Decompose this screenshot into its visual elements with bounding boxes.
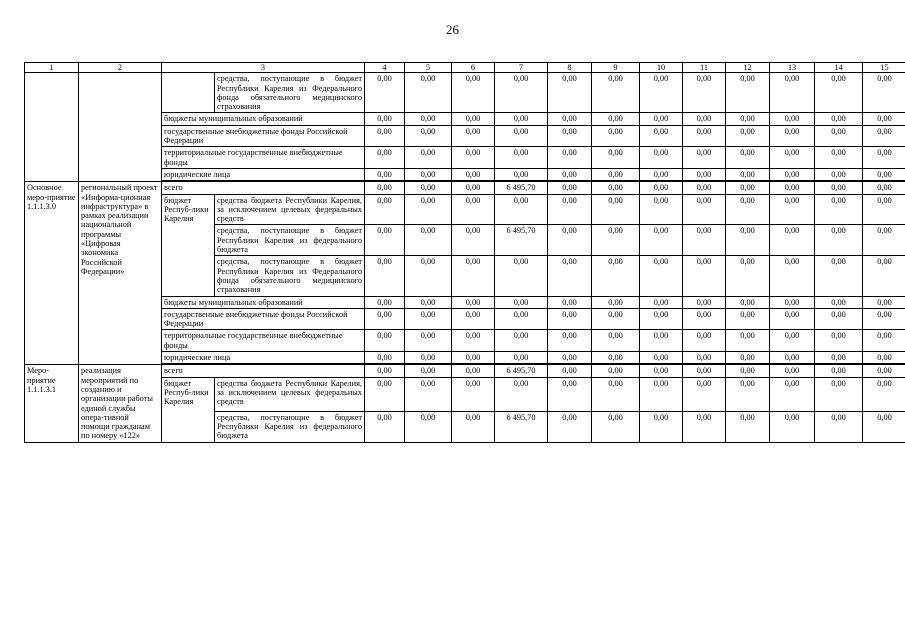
value-cell: 0,00: [452, 147, 495, 169]
value-cell: 0,00: [726, 125, 770, 147]
value-cell: 0,00: [815, 182, 863, 194]
value-cell: 0,00: [365, 182, 405, 194]
value-cell: 0,00: [548, 225, 592, 256]
value-cell: 0,00: [452, 73, 495, 113]
value-cell: 0,00: [548, 308, 592, 330]
column-number-row: [25, 63, 905, 73]
value-cell: 0,00: [683, 365, 726, 377]
value-cell: 0,00: [726, 113, 770, 125]
value-cell: 0,00: [640, 194, 683, 225]
funding-source-label: всего: [162, 365, 365, 377]
funding-source-label: средства бюджета Республики Карелия, за исключением целевых федеральных средств: [215, 194, 365, 225]
funding-source-label: средства, поступающие в бюджет Республики Карелия из Федерального фонда обязательного медицинского страхования: [215, 73, 365, 113]
funding-source-label: бюджеты муниципальных образований: [162, 113, 365, 125]
value-cell: 0,00: [815, 330, 863, 352]
funding-source-label: бюджеты муниципальных образований: [162, 296, 365, 308]
value-cell: 0,00: [640, 168, 683, 180]
value-cell: 0,00: [495, 330, 548, 352]
value-cell: 0,00: [770, 147, 815, 169]
value-cell: 0,00: [405, 182, 452, 194]
value-cell: 0,00: [592, 377, 640, 411]
column-number: 9: [592, 63, 640, 73]
table-row: [25, 73, 905, 113]
value-cell: 0,00: [770, 113, 815, 125]
value-cell: 0,00: [815, 194, 863, 225]
value-cell: 0,00: [495, 194, 548, 225]
value-cell: 0,00: [815, 73, 863, 113]
value-cell: 0,00: [365, 256, 405, 296]
value-cell: 0,00: [640, 352, 683, 364]
value-cell: 0,00: [770, 194, 815, 225]
value-cell: 0,00: [405, 365, 452, 377]
value-cell: 0,00: [815, 125, 863, 147]
value-cell: 6 495,70: [495, 411, 548, 442]
value-cell: 0,00: [592, 194, 640, 225]
column-number: 1: [25, 63, 79, 73]
value-cell: 0,00: [726, 308, 770, 330]
value-cell: 0,00: [770, 308, 815, 330]
value-cell: 0,00: [452, 296, 495, 308]
value-cell: 0,00: [863, 296, 905, 308]
value-cell: 0,00: [815, 296, 863, 308]
funding-group-label: бюджет Респуб-лики Карелия: [162, 194, 215, 296]
value-cell: 0,00: [592, 147, 640, 169]
value-cell: 0,00: [770, 377, 815, 411]
value-cell: 0,00: [365, 125, 405, 147]
value-cell: 0,00: [548, 194, 592, 225]
measure-name-cell: [79, 73, 162, 182]
value-cell: 0,00: [640, 256, 683, 296]
value-cell: 0,00: [640, 365, 683, 377]
value-cell: 0,00: [640, 113, 683, 125]
value-cell: 0,00: [405, 113, 452, 125]
funding-source-label: средства, поступающие в бюджет Республики Карелия из Федерального фонда обязательного медицинского страхования: [215, 256, 365, 296]
value-cell: 0,00: [726, 194, 770, 225]
value-cell: 0,00: [640, 296, 683, 308]
value-cell: 0,00: [548, 330, 592, 352]
measure-code-cell: [25, 73, 79, 182]
value-cell: 0,00: [640, 225, 683, 256]
value-cell: 0,00: [548, 168, 592, 180]
value-cell: 0,00: [815, 411, 863, 442]
value-cell: 0,00: [863, 225, 905, 256]
value-cell: 0,00: [548, 147, 592, 169]
value-cell: 0,00: [452, 330, 495, 352]
value-cell: 0,00: [495, 308, 548, 330]
value-cell: 0,00: [863, 411, 905, 442]
value-cell: 0,00: [548, 377, 592, 411]
value-cell: 0,00: [592, 113, 640, 125]
value-cell: 0,00: [770, 73, 815, 113]
value-cell: 0,00: [592, 296, 640, 308]
value-cell: 0,00: [452, 256, 495, 296]
value-cell: 0,00: [683, 330, 726, 352]
value-cell: 0,00: [726, 330, 770, 352]
value-cell: 0,00: [365, 330, 405, 352]
value-cell: 0,00: [815, 308, 863, 330]
value-cell: 0,00: [592, 256, 640, 296]
value-cell: 0,00: [863, 147, 905, 169]
value-cell: 0,00: [683, 352, 726, 364]
value-cell: 0,00: [405, 296, 452, 308]
column-number: 15: [863, 63, 905, 73]
value-cell: 0,00: [592, 365, 640, 377]
table-row: [25, 365, 905, 377]
value-cell: 0,00: [405, 330, 452, 352]
value-cell: 0,00: [592, 352, 640, 364]
funding-source-label: территориальные государственные внебюджетные фонды: [162, 147, 365, 169]
value-cell: 0,00: [452, 125, 495, 147]
value-cell: 0,00: [495, 377, 548, 411]
value-cell: 0,00: [683, 225, 726, 256]
column-number: 14: [815, 63, 863, 73]
value-cell: 0,00: [863, 125, 905, 147]
funding-source-label: юридические лица: [162, 168, 365, 180]
value-cell: 0,00: [405, 352, 452, 364]
column-number: 2: [79, 63, 162, 73]
value-cell: 0,00: [640, 147, 683, 169]
funding-source-label: средства бюджета Республики Карелия, за исключением целевых федеральных средств: [215, 377, 365, 411]
value-cell: 0,00: [365, 377, 405, 411]
value-cell: 0,00: [683, 411, 726, 442]
value-cell: 0,00: [640, 411, 683, 442]
value-cell: 0,00: [683, 73, 726, 113]
value-cell: 0,00: [770, 168, 815, 180]
value-cell: 0,00: [770, 365, 815, 377]
value-cell: 0,00: [863, 365, 905, 377]
value-cell: 0,00: [863, 330, 905, 352]
column-number: 7: [495, 63, 548, 73]
value-cell: 0,00: [405, 225, 452, 256]
value-cell: 0,00: [815, 256, 863, 296]
value-cell: 0,00: [770, 125, 815, 147]
column-number: 6: [452, 63, 495, 73]
value-cell: 0,00: [640, 182, 683, 194]
value-cell: 0,00: [548, 296, 592, 308]
value-cell: 0,00: [548, 182, 592, 194]
value-cell: 0,00: [770, 182, 815, 194]
value-cell: 0,00: [640, 125, 683, 147]
value-cell: 0,00: [495, 147, 548, 169]
value-cell: 0,00: [365, 113, 405, 125]
value-cell: 0,00: [452, 411, 495, 442]
value-cell: 0,00: [683, 194, 726, 225]
value-cell: 0,00: [863, 194, 905, 225]
value-cell: 0,00: [365, 411, 405, 442]
value-cell: 0,00: [815, 377, 863, 411]
value-cell: 0,00: [405, 147, 452, 169]
measure-code: Основное меро-приятие 1.1.1.3.0: [25, 182, 79, 365]
value-cell: 0,00: [592, 330, 640, 352]
value-cell: 0,00: [640, 377, 683, 411]
value-cell: 0,00: [592, 182, 640, 194]
value-cell: 0,00: [365, 73, 405, 113]
value-cell: 0,00: [452, 365, 495, 377]
value-cell: 0,00: [726, 377, 770, 411]
value-cell: 0,00: [726, 365, 770, 377]
value-cell: 0,00: [683, 113, 726, 125]
value-cell: 0,00: [863, 256, 905, 296]
value-cell: 0,00: [863, 73, 905, 113]
value-cell: 0,00: [863, 168, 905, 180]
value-cell: 0,00: [726, 147, 770, 169]
value-cell: 0,00: [592, 73, 640, 113]
value-cell: 0,00: [683, 125, 726, 147]
funding-source-label: государственные внебюджетные фонды Российской Федерации: [162, 308, 365, 330]
value-cell: 0,00: [405, 308, 452, 330]
value-cell: 0,00: [548, 365, 592, 377]
value-cell: 0,00: [726, 225, 770, 256]
value-cell: 0,00: [452, 308, 495, 330]
value-cell: 0,00: [770, 256, 815, 296]
value-cell: 0,00: [365, 168, 405, 180]
value-cell: 0,00: [863, 113, 905, 125]
value-cell: 0,00: [640, 73, 683, 113]
value-cell: 0,00: [495, 125, 548, 147]
value-cell: 0,00: [452, 168, 495, 180]
value-cell: 0,00: [405, 194, 452, 225]
value-cell: 0,00: [815, 168, 863, 180]
value-cell: 0,00: [405, 411, 452, 442]
measure-name: региональный проект «Информа-ционная инфраструктура» в рамках реализации национальной программы «Цифровая экономика Российской Федерации»: [79, 182, 162, 365]
value-cell: 0,00: [770, 296, 815, 308]
value-cell: 6 495,70: [495, 365, 548, 377]
value-cell: 0,00: [726, 168, 770, 180]
value-cell: 0,00: [863, 352, 905, 364]
funding-source-label: государственные внебюджетные фонды Российской Федерации: [162, 125, 365, 147]
value-cell: 0,00: [405, 125, 452, 147]
value-cell: 0,00: [365, 147, 405, 169]
column-number: 12: [726, 63, 770, 73]
measure-name: реализация мероприятий по созданию и организации работы единой службы опера-тивной помощи гражданам по номеру «122»: [79, 365, 162, 442]
value-cell: 0,00: [452, 352, 495, 364]
value-cell: 0,00: [495, 113, 548, 125]
value-cell: 0,00: [770, 411, 815, 442]
value-cell: 0,00: [863, 377, 905, 411]
value-cell: 0,00: [452, 225, 495, 256]
value-cell: 0,00: [726, 296, 770, 308]
value-cell: 0,00: [592, 411, 640, 442]
value-cell: 0,00: [592, 125, 640, 147]
funding-source-label: всего: [162, 182, 365, 194]
value-cell: 0,00: [452, 113, 495, 125]
value-cell: 0,00: [405, 377, 452, 411]
column-number: 3: [162, 63, 365, 73]
value-cell: 0,00: [592, 308, 640, 330]
column-number: 11: [683, 63, 726, 73]
value-cell: 0,00: [726, 411, 770, 442]
value-cell: 0,00: [548, 256, 592, 296]
budget-table: [24, 62, 905, 443]
value-cell: 0,00: [405, 168, 452, 180]
value-cell: 0,00: [495, 73, 548, 113]
column-number: 8: [548, 63, 592, 73]
value-cell: 0,00: [770, 352, 815, 364]
funding-source-label: средства, поступающие в бюджет Республики Карелия из федерального бюджета: [215, 411, 365, 442]
value-cell: 0,00: [495, 296, 548, 308]
funding-source-label: юридические лица: [162, 352, 365, 364]
value-cell: 0,00: [640, 330, 683, 352]
measure-code: Меро-приятие 1.1.1.3.1: [25, 365, 79, 442]
page-number: 26: [446, 22, 459, 37]
value-cell: 0,00: [815, 147, 863, 169]
value-cell: 0,00: [365, 365, 405, 377]
value-cell: 6 495,70: [495, 225, 548, 256]
value-cell: 0,00: [683, 168, 726, 180]
value-cell: 0,00: [683, 256, 726, 296]
value-cell: 0,00: [815, 225, 863, 256]
value-cell: 0,00: [548, 352, 592, 364]
value-cell: 0,00: [640, 308, 683, 330]
column-number: 13: [770, 63, 815, 73]
value-cell: 0,00: [683, 308, 726, 330]
column-number: 5: [405, 63, 452, 73]
value-cell: 0,00: [683, 182, 726, 194]
funding-group-cell: [162, 73, 215, 113]
funding-group-label: бюджет Респуб-лики Карелия: [162, 377, 215, 442]
value-cell: 0,00: [726, 352, 770, 364]
value-cell: 0,00: [815, 352, 863, 364]
value-cell: 0,00: [405, 256, 452, 296]
value-cell: 0,00: [548, 113, 592, 125]
value-cell: 0,00: [770, 225, 815, 256]
value-cell: 0,00: [452, 377, 495, 411]
column-number: 10: [640, 63, 683, 73]
value-cell: 0,00: [452, 182, 495, 194]
value-cell: 0,00: [548, 125, 592, 147]
funding-source-label: территориальные государственные внебюджетные фонды: [162, 330, 365, 352]
value-cell: 0,00: [683, 296, 726, 308]
value-cell: 0,00: [863, 182, 905, 194]
value-cell: 0,00: [495, 256, 548, 296]
value-cell: 0,00: [592, 168, 640, 180]
value-cell: 0,00: [815, 113, 863, 125]
value-cell: 0,00: [726, 73, 770, 113]
value-cell: 0,00: [452, 194, 495, 225]
value-cell: 0,00: [495, 168, 548, 180]
value-cell: 0,00: [683, 377, 726, 411]
funding-source-label: средства, поступающие в бюджет Республики Карелия из федерального бюджета: [215, 225, 365, 256]
value-cell: 0,00: [726, 182, 770, 194]
value-cell: 0,00: [683, 147, 726, 169]
value-cell: 0,00: [365, 308, 405, 330]
column-number: 4: [365, 63, 405, 73]
value-cell: 0,00: [405, 73, 452, 113]
value-cell: 6 495,70: [495, 182, 548, 194]
value-cell: 0,00: [592, 225, 640, 256]
value-cell: 0,00: [548, 73, 592, 113]
value-cell: 0,00: [365, 225, 405, 256]
value-cell: 0,00: [815, 365, 863, 377]
value-cell: 0,00: [365, 194, 405, 225]
table-row: [25, 182, 905, 194]
value-cell: 0,00: [548, 411, 592, 442]
value-cell: 0,00: [726, 256, 770, 296]
value-cell: 0,00: [495, 352, 548, 364]
value-cell: 0,00: [863, 308, 905, 330]
value-cell: 0,00: [770, 330, 815, 352]
value-cell: 0,00: [365, 296, 405, 308]
value-cell: 0,00: [365, 352, 405, 364]
